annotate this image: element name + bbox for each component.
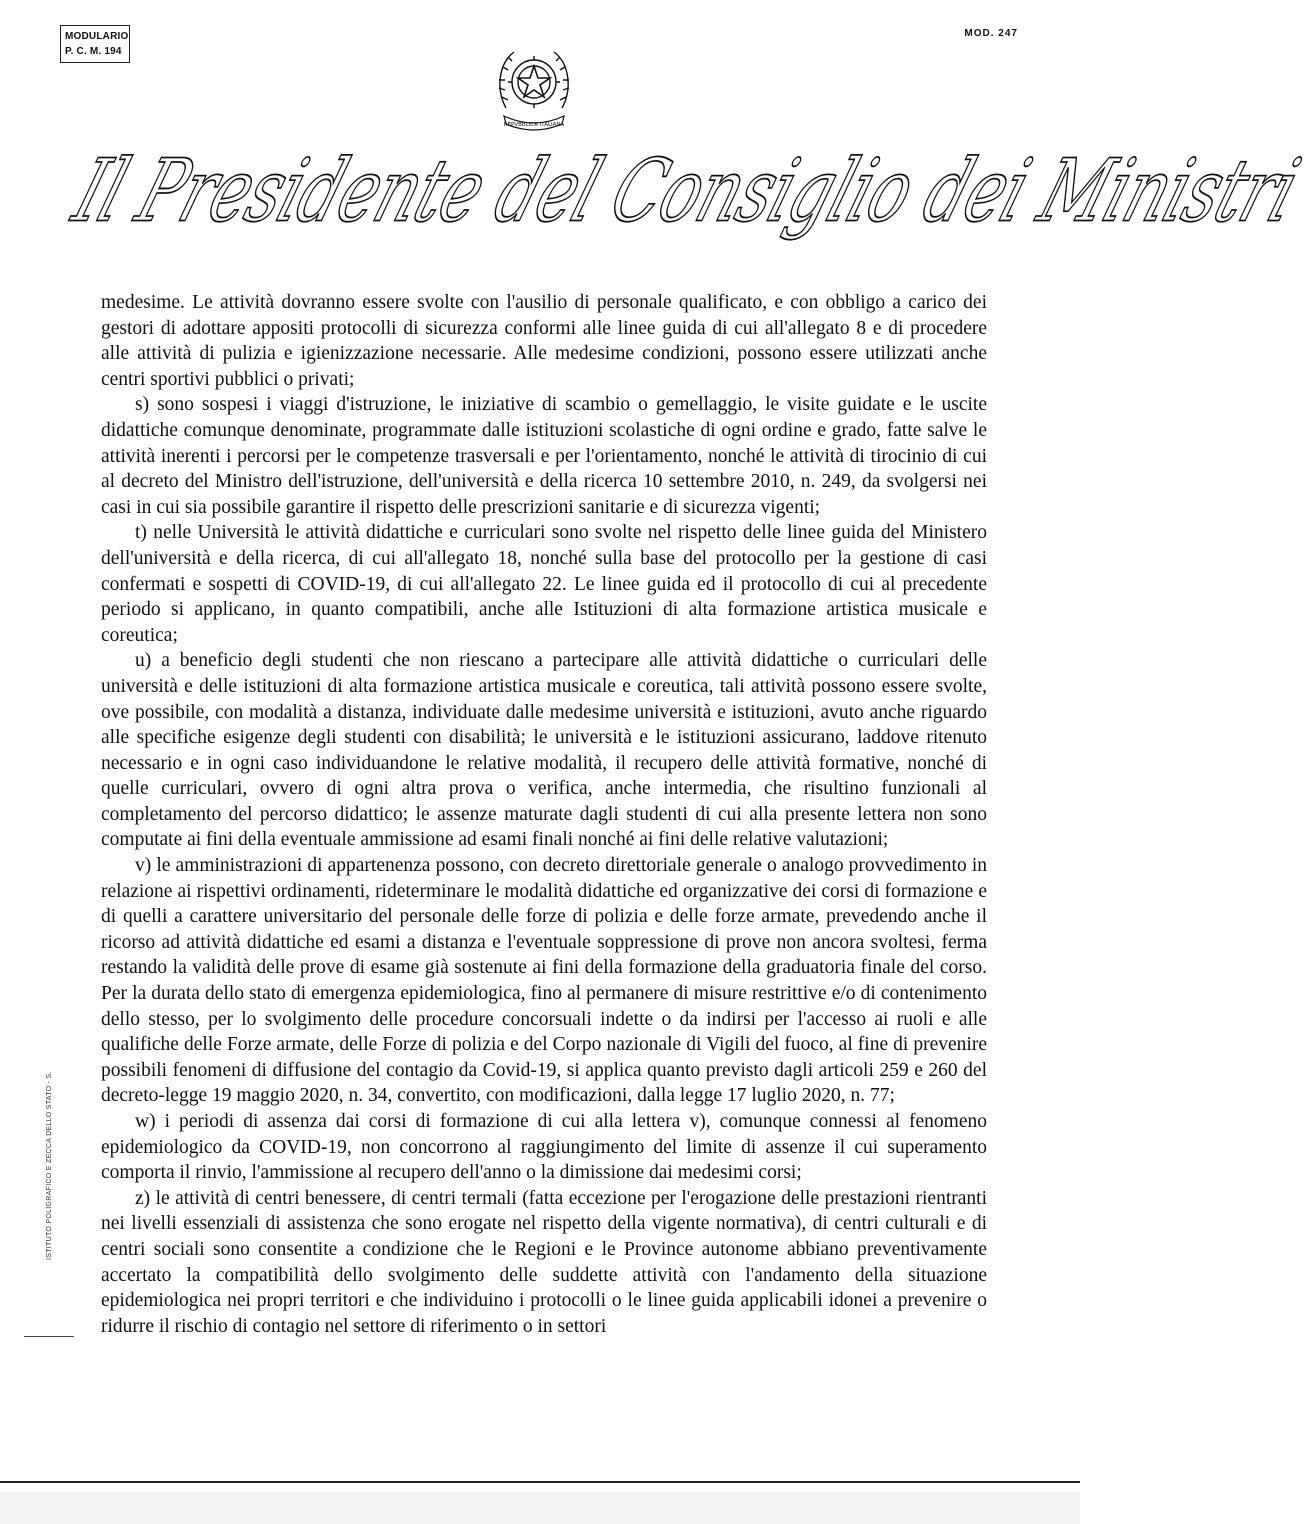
margin-mark bbox=[24, 1336, 74, 1337]
paragraph-item-t: t) nelle Università le attività didattiche e curriculari sono svolte nel rispetto delle linee guida del Ministero dell'università e della ricerca, di cui all'allegato 18, nonché sulla base del protocollo per la gestione di casi confermati e sospetti di COVID-19, di cui all'allegato 22. Le linee guida ed il protocollo di cui al precedente periodo si applicano, in quanto compatibili, anche alle Istituzioni di alta formazione artistica musicale e coreutica; bbox=[101, 522, 987, 646]
page-title: Il Presidente del Consiglio dei Ministri bbox=[62, 142, 1309, 242]
page-bottom-band bbox=[0, 1492, 1080, 1524]
document-body bbox=[101, 290, 987, 1339]
form-code: MOD. 247 bbox=[964, 28, 1018, 39]
paragraph-item-u: u) a beneficio degli studenti che non riescano a partecipare alle attività didattiche o curriculari delle università e delle istituzioni di alta formazione artistica musicale e coreutica, tali attività possono essere svolte, ove possibile, con modalità a distanza, individuate dalle medesime università e istituzioni, avuto anche riguardo alle specifiche esigenze degli studenti con disabilità; le università e le istituzioni assicurano, laddove ritenuto necessario e in ogni caso individuandone le relative modalità, il recupero delle attività formative, nonché di quelle curriculari, ovvero di ogni altra prova o verifica, anche intermedia, che risultino funzionali al completamento del percorso didattico; le assenze maturate dagli studenti di cui alla presente lettera non sono computate ai fini della eventuale ammissione ad esami finali nonché ai fini delle relative valutazioni; bbox=[101, 650, 987, 851]
form-box-line-2: P. C. M. 194 bbox=[65, 46, 122, 57]
paragraph-continuation: medesime. Le attività dovranno essere svolte con l'ausilio di personale qualificato, e con obbligo a carico dei gestori di adottare appositi protocolli di sicurezza conformi alle linee guida di cui all'allegato 8 e di procedere alle attività di pulizia e igienizzazione necessarie. Alle medesime condizioni, possono essere utilizzati anche centri sportivi pubblici o privati; bbox=[101, 292, 987, 390]
printer-imprint: ISTITUTO POLIGRAFICO E ZECCA DELLO STATO - S. bbox=[46, 1071, 53, 1260]
emblem-ribbon-text: REPVBBLICA ITALIANA bbox=[503, 122, 565, 128]
page-bottom-rule bbox=[0, 1481, 1080, 1483]
form-box-line-1: MODULARIO bbox=[65, 31, 129, 42]
republic-emblem-icon bbox=[492, 38, 576, 142]
paragraph-item-z: z) le attività di centri benessere, di centri termali (fatta eccezione per l'erogazione delle prestazioni rientranti nei livelli essenziali di assistenza che sono erogate nel rispetto della vigente normativa), di centri culturali e di centri sociali sono consentite a condizione che le Regioni e le Province autonome abbiano preventivamente accertato la compatibilità dello svolgimento delle suddette attività con l'andamento della situazione epidemiologica nei propri territori e che individuino i protocolli o le linee guida applicabili idonei a prevenire o ridurre il rischio di contagio nel settore di riferimento o in settori bbox=[101, 1187, 987, 1337]
form-number-box bbox=[60, 25, 130, 63]
paragraph-item-w: w) i periodi di assenza dai corsi di formazione di cui alla lettera v), comunque connessi al fenomeno epidemiologico da COVID-19, non concorrono al raggiungimento del limite di assenze il cui superamento comporta il rinvio, l'ammissione al recupero dell'anno o la dimissione dai medesimi corsi; bbox=[101, 1111, 987, 1184]
paragraph-item-s: s) sono sospesi i viaggi d'istruzione, le iniziative di scambio o gemellaggio, le visite guidate e le uscite didattiche comunque denominate, programmate dalle istituzioni scolastiche di ogni ordine e grado, fatte salve le attività inerenti i percorsi per le competenze trasversali e per l'orientamento, nonché le attività di tirocinio di cui al decreto del Ministro dell'istruzione, dell'università e della ricerca 10 settembre 2010, n. 249, da svolgersi nei casi in cui sia possibile garantire il rispetto delle prescrizioni sanitarie e di sicurezza vigenti; bbox=[101, 394, 987, 518]
paragraph-item-v: v) le amministrazioni di appartenenza possono, con decreto direttoriale generale o analogo provvedimento in relazione ai rispettivi ordinamenti, rideterminare le modalità didattiche ed organizzative dei corsi di formazione e di quelli a carattere universitario del personale delle forze di polizia e delle forze armate, prevedendo anche il ricorso ad attività didattiche ed esami a distanza e l'eventuale soppressione di prove non ancora svoltesi, ferma restando la validità delle prove di esame già sostenute ai fini della formazione della graduatoria finale del corso. Per la durata dello stato di emergenza epidemiologica, fino al permanere di misure restrittive e/o di contenimento dello stesso, per lo svolgimento delle procedure concorsuali indette o da indirsi per l'accesso ai ruoli e alle qualifiche delle Forze armate, delle Forze di polizia e del Corpo nazionale di Vigili del fuoco, al fine di prevenire possibili fenomeni di diffusione del contagio da Covid-19, si applica quanto previsto dagli articoli 259 e 260 del decreto-legge 19 maggio 2020, n. 34, convertito, con modificazioni, dalla legge 17 luglio 2020, n. 77; bbox=[101, 855, 987, 1107]
